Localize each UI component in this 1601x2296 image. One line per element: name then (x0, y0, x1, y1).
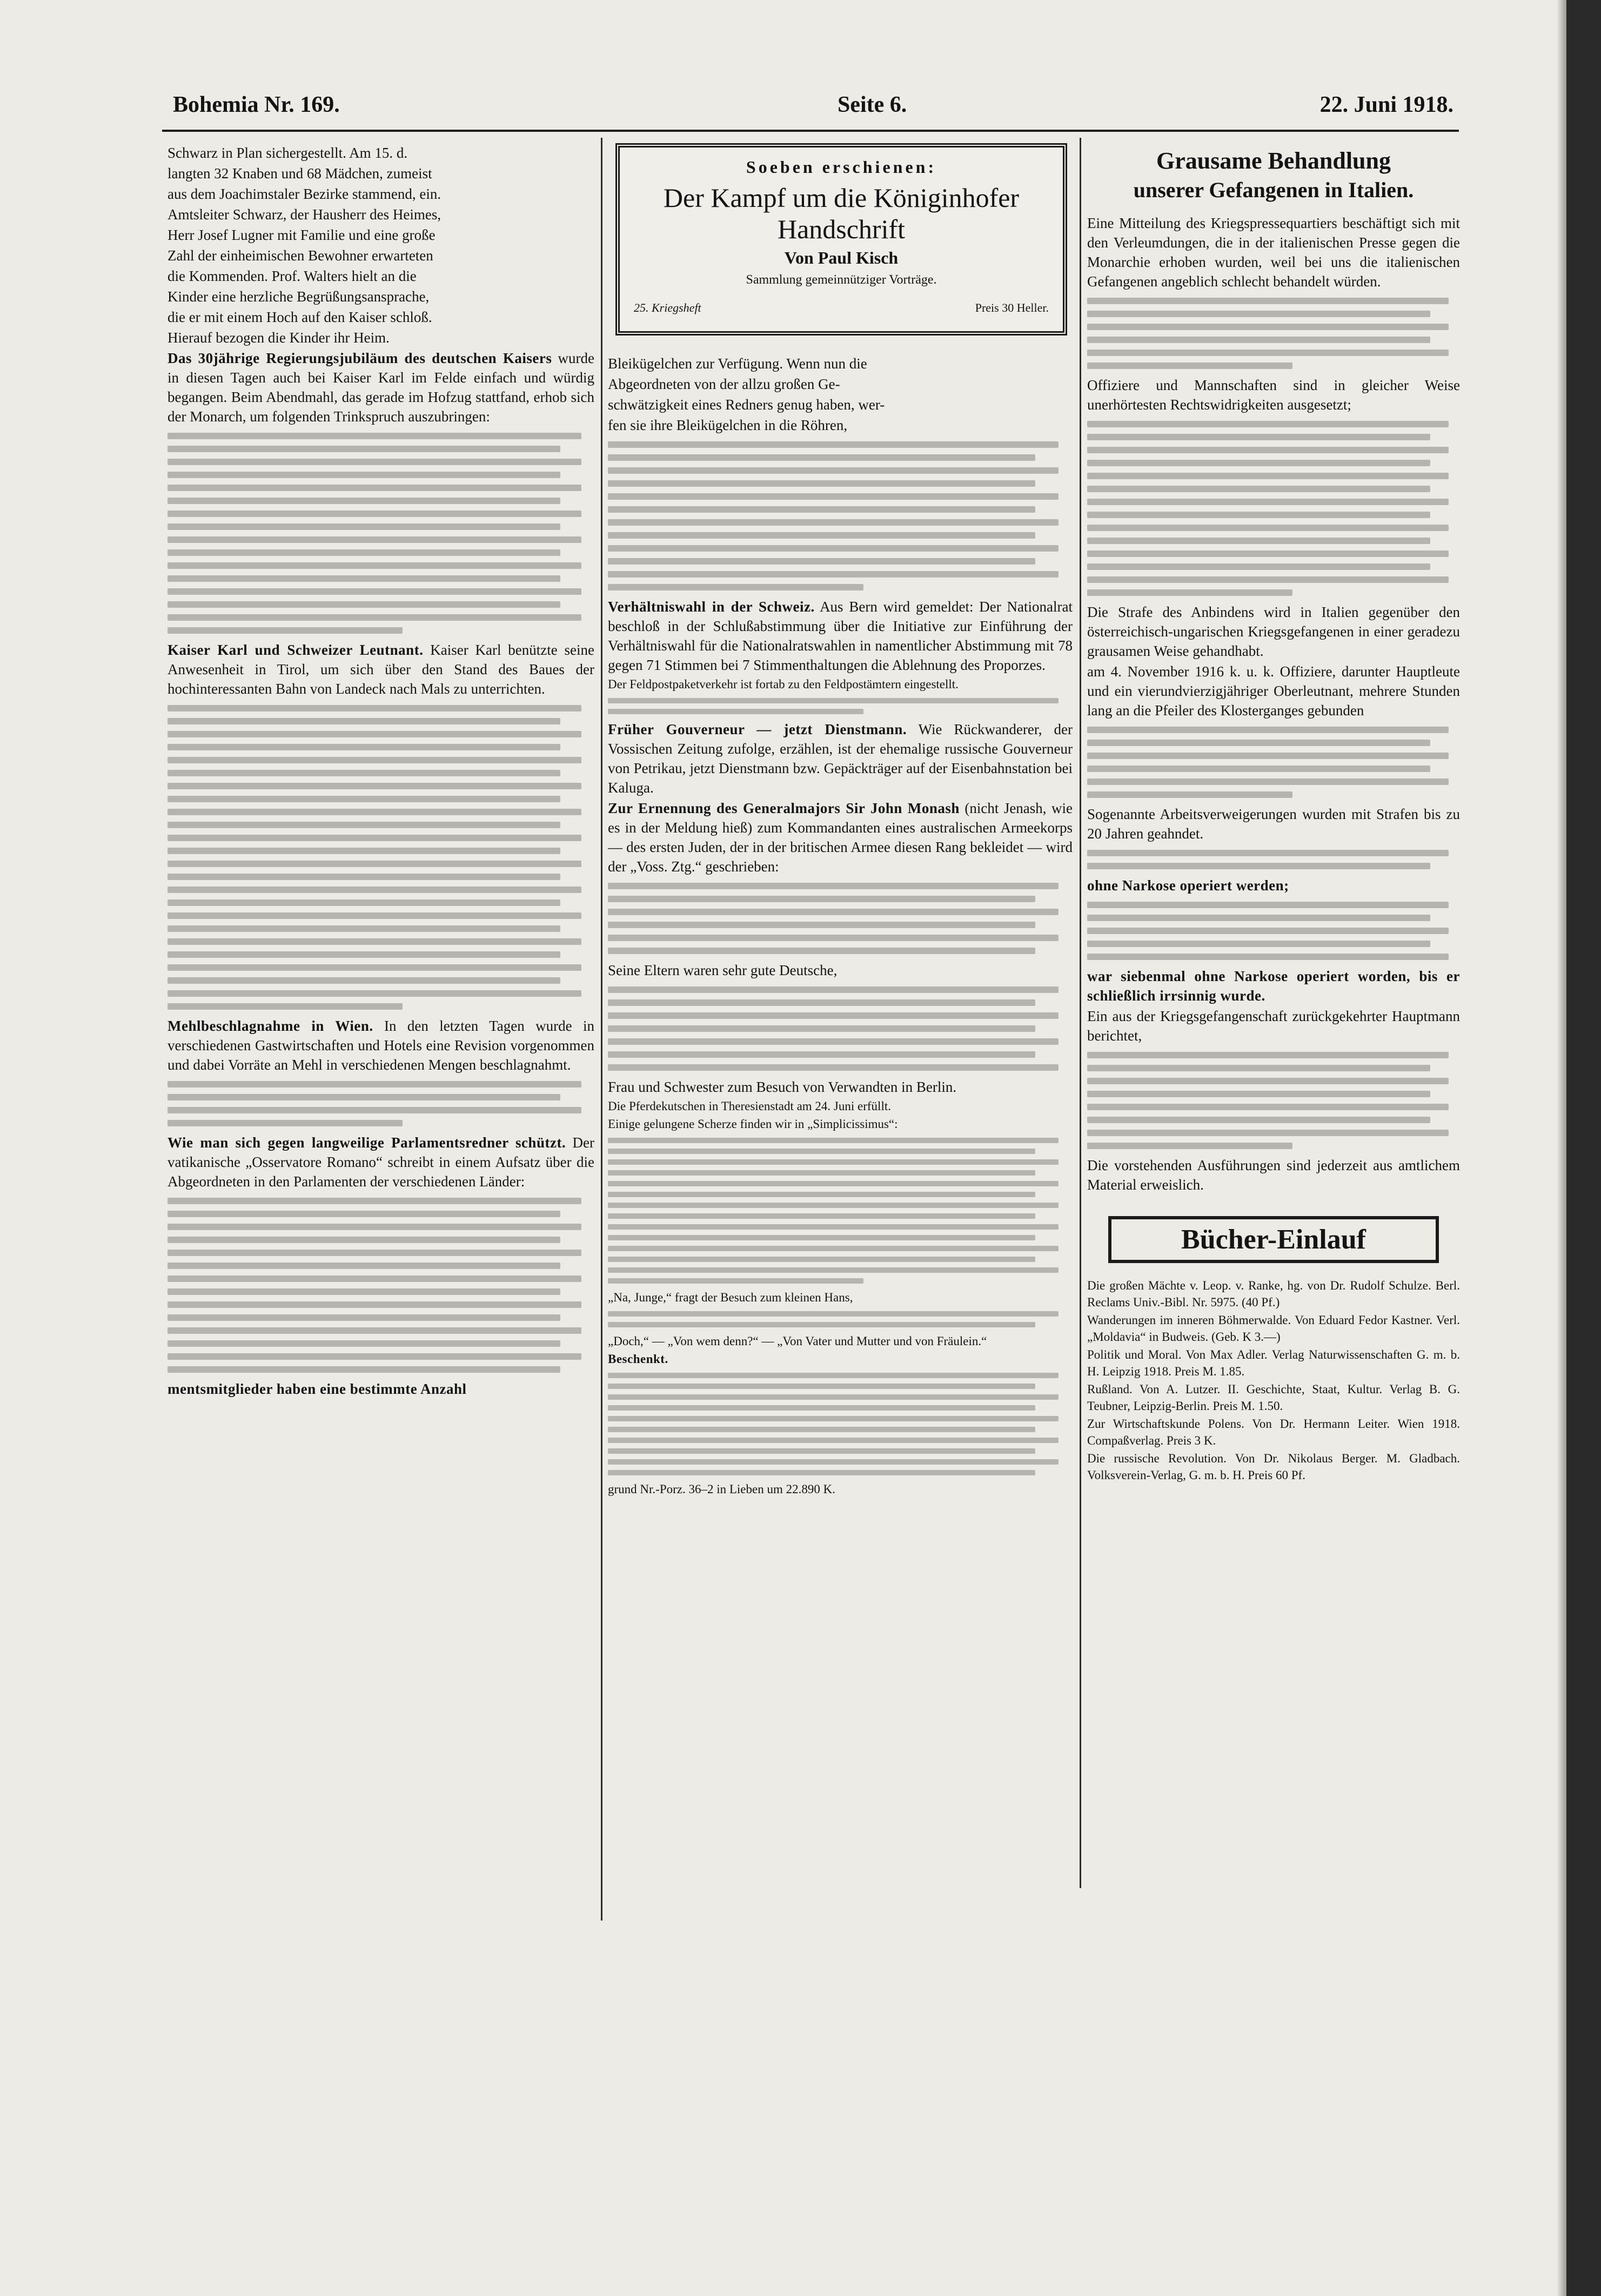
article-emphasis: ohne Narkose operiert werden; (1087, 877, 1289, 894)
masthead-rule (162, 130, 1459, 132)
column-1 (168, 143, 594, 1910)
text-line: mentsmitglieder haben eine bestimmte Anzahl (168, 1381, 467, 1397)
notice-run-in: Beschenkt. (608, 1352, 668, 1366)
text-line: Schwarz in Plan sichergestellt. Am 15. d. (168, 145, 408, 161)
text-line: Hierauf bezogen die Kinder ihr Heim. (168, 330, 390, 346)
text-line: die er mit einem Hoch auf den Kaiser schloß. (168, 309, 432, 325)
article-monash (608, 798, 1073, 876)
text-line: Frau und Schwester zum Besuch von Verwandten in Berlin. (608, 1079, 957, 1095)
text-line: fen sie ihre Bleikügelchen in die Röhren, (608, 417, 848, 433)
notice-line: Einige gelungene Scherze finden wir in „Simplicissimus“: (608, 1117, 898, 1131)
article-jubilaeum (168, 348, 594, 426)
article-redner (168, 1133, 594, 1191)
headline-line-2: unserer Gefangenen in Italien. (1133, 178, 1414, 202)
notice-line: „Na, Junge,“ fragt der Besuch zum kleinen Hans, (608, 1291, 853, 1304)
article-paragraph: Offiziere und Mannschaften sind in gleicher Weise unerhörtesten Rechtswidrigkeiten ausgesetzt; (1087, 377, 1460, 413)
article-run-in: Wie man sich gegen langweilige Parlamentsredner schützt. (168, 1134, 566, 1151)
article-paragraph: Die Strafe des Anbindens wird in Italien gegenüber den österreichisch-ungarischen Kriegsgefangenen in einer geradezu grausamen Weise gehandhabt. (1087, 604, 1460, 659)
book-listing: Zur Wirtschaftskunde Polens. Von Dr. Hermann Leiter. Wien 1918. Compaßverlag. Preis 3 K. (1087, 1417, 1460, 1447)
text-line: die Kommenden. Prof. Walters hielt an die (168, 268, 417, 284)
article-run-in: Mehlbeschlagnahme in Wien. (168, 1018, 373, 1034)
article-text: (nicht Jenash, wie es in der Meldung hieß) zum Kommandanten eines australischen Armeekorps — des ersten Juden, der in der britischen Armee diesen Rang bekleidet — wird der „Voss. Ztg.“ geschrieben: (608, 800, 1073, 875)
article-schweiz (608, 597, 1073, 675)
column-2 (608, 143, 1073, 1910)
article-paragraph: Ein aus der Kriegsgefangenschaft zurückgekehrter Hauptmann berichtet, (1087, 1008, 1460, 1044)
article-lead: Eine Mitteilung des Kriegspressequartiers beschäftigt sich mit den Verleumdungen, die in der italienischen Presse gegen die Monarchie erhoben wurden, weil bei uns die italienischen Gefangenen angeblich schlecht behandelt würden. (1087, 215, 1460, 290)
article-gouverneur (608, 720, 1073, 797)
article-text: Wie Rückwanderer, der Vossischen Zeitung zufolge, erzählen, ist der ehemalige russische Gouverneur von Petrikau, jetzt Dienstmann bzw. Gepäckträger auf der Eisenbahnstation bei Kaluga. (608, 721, 1073, 796)
article-run-in: Kaiser Karl und Schweizer Leutnant. (168, 642, 424, 658)
text-line: Seine Eltern waren sehr gute Deutsche, (608, 962, 838, 978)
text-line: Bleikügelchen zur Verfügung. Wenn nun die (608, 355, 867, 372)
column-3 (1087, 143, 1460, 1894)
text-line: Abgeordneten von der allzu großen Ge- (608, 376, 840, 392)
article-mehl (168, 1016, 594, 1075)
book-listing: Politik und Moral. Von Max Adler. Verlag Naturwissenschaften G. m. b. H. Leipzig 1918. Preis M. 1.85. (1087, 1348, 1460, 1378)
masthead-issue: Bohemia Nr. 169. (173, 92, 340, 117)
ad-price: Preis 30 Heller. (975, 301, 1049, 314)
text-line: Kinder eine herzliche Begrüßungsansprache, (168, 288, 430, 305)
article-text: Der vatikanische „Osservatore Romano“ schreibt in einem Aufsatz über die Abgeordneten in den Parlamenten der verschiedenen Länder: (168, 1134, 594, 1190)
headline-line-1: Grausame Behandlung (1156, 147, 1391, 174)
article-emphasis: war siebenmal ohne Narkose operiert worden, bis er schließlich irrsinnig wurde. (1087, 968, 1460, 1004)
article-kaiser-karl (168, 640, 594, 699)
ad-title: Der Kampf um die Königinhofer Handschrift (663, 183, 1020, 244)
masthead-page-number: Seite 6. (838, 92, 907, 117)
masthead-date: 22. Juni 1918. (1319, 92, 1453, 117)
article-text: Aus Bern wird gemeldet: Der Nationalrat beschloß in der Schlußabstimmung über die Initiative zur Einführung der Verhältniswahl für die Nationalratswahlen in namentlicher Abstimmung mit 78 gegen 71 Stimmen bei 7 Stimmenthaltungen die Ablehnung des Proporzes. (608, 599, 1073, 673)
article-paragraph: Sogenannte Arbeitsverweigerungen wurden mit Strafen bis zu 20 Jahren geahndet. (1087, 806, 1460, 842)
masthead (162, 92, 1459, 130)
article-text: Kaiser Karl benützte seine Anwesenheit in Tirol, um sich über den Stand des Baues der hochinteressanten Bahn von Landeck nach Mals zu unterrichten. (168, 642, 594, 697)
text-line: langten 32 Knaben und 68 Mädchen, zumeist (168, 165, 432, 182)
text-line: Herr Josef Lugner mit Familie und eine große (168, 227, 436, 243)
article-closing: Die vorstehenden Ausführungen sind jederzeit aus amtlichem Material erweislich. (1087, 1157, 1460, 1193)
binding-edge (1566, 0, 1601, 2296)
ad-announcement: Soeben erschienen: (746, 157, 937, 177)
column-rule-1 (601, 138, 602, 1921)
book-listing: Rußland. Von A. Lutzer. II. Geschichte, Staat, Kultur. Verlag B. G. Teubner, Leipzig-Berlin. Preis M. 1.50. (1087, 1382, 1460, 1413)
ad-series: Sammlung gemeinnütziger Vorträge. (746, 273, 937, 287)
article-run-in: Verhältniswahl in der Schweiz. (608, 599, 815, 615)
book-listing: Die russische Revolution. Von Dr. Nikolaus Berger. M. Gladbach. Volksverein-Verlag, G. m. b. H. Preis 60 Pf. (1087, 1452, 1460, 1482)
article-run-in: Zur Ernennung des Generalmajors Sir John Monash (608, 800, 960, 816)
notice-line: Die Pferdekutschen in Theresienstadt am 24. Juni erfüllt. (608, 1099, 891, 1113)
book-listing: Wanderungen im inneren Böhmerwalde. Von Eduard Fedor Kastner. Verl. „Moldavia“ in Budweis. (Geb. K 3.—) (1087, 1313, 1460, 1344)
article-run-in: Früher Gouverneur — jetzt Dienstmann. (608, 721, 907, 737)
article-headline (1087, 146, 1460, 205)
books-section-title: Bücher-Einlauf (1108, 1216, 1439, 1263)
ad-author: Von Paul Kisch (784, 248, 899, 267)
text-line: aus dem Joachimstaler Bezirke stammend, ein. (168, 186, 441, 202)
notice-line: „Doch,“ — „Von wem denn?“ — „Von Vater und Mutter und von Fräulein.“ (608, 1334, 987, 1348)
article-run-in: Das 30jährige Regierungsjubiläum des deutschen Kaisers (168, 350, 552, 366)
ad-issue: 25. Kriegsheft (634, 301, 701, 314)
article-feldpost: Der Feldpostpaketverkehr ist fortab zu den Feldpostämtern eingestellt. (608, 677, 959, 691)
text-line: schwätzigkeit eines Redners genug haben, wer- (608, 397, 885, 413)
notice-line: grund Nr.-Porz. 36–2 in Lieben um 22.890 K. (608, 1482, 835, 1496)
book-advertisement (615, 143, 1067, 335)
article-paragraph: am 4. November 1916 k. u. k. Offiziere, darunter Hauptleute und ein vierundvierzigjähriger Oberleutnant, mehrere Stunden lang an die Pfeiler des Klosterganges gebunden (1087, 663, 1460, 719)
column-rule-2 (1080, 138, 1081, 1888)
article-text: wurde in diesen Tagen auch bei Kaiser Karl im Felde einfach und würdig begangen. Beim Abendmahl, das gerade im Hofzug stattfand, erhob sich der Monarch, um folgenden Trinkspruch auszubringen: (168, 350, 594, 425)
text-line: Zahl der einheimischen Bewohner erwarteten (168, 247, 433, 264)
article-text: In den letzten Tagen wurde in verschiedenen Gastwirtschaften und Hotels eine Revision vorgenommen und dabei Vorräte an Mehl in verschiedenen Mengen beschlagnahmt. (168, 1018, 594, 1073)
text-line: Amtsleiter Schwarz, der Hausherr des Heimes, (168, 206, 441, 223)
book-listing: Die großen Mächte v. Leop. v. Ranke, hg. von Dr. Rudolf Schulze. Berl. Reclams Univ.-Bibl. Nr. 5975. (40 Pf.) (1087, 1279, 1460, 1309)
